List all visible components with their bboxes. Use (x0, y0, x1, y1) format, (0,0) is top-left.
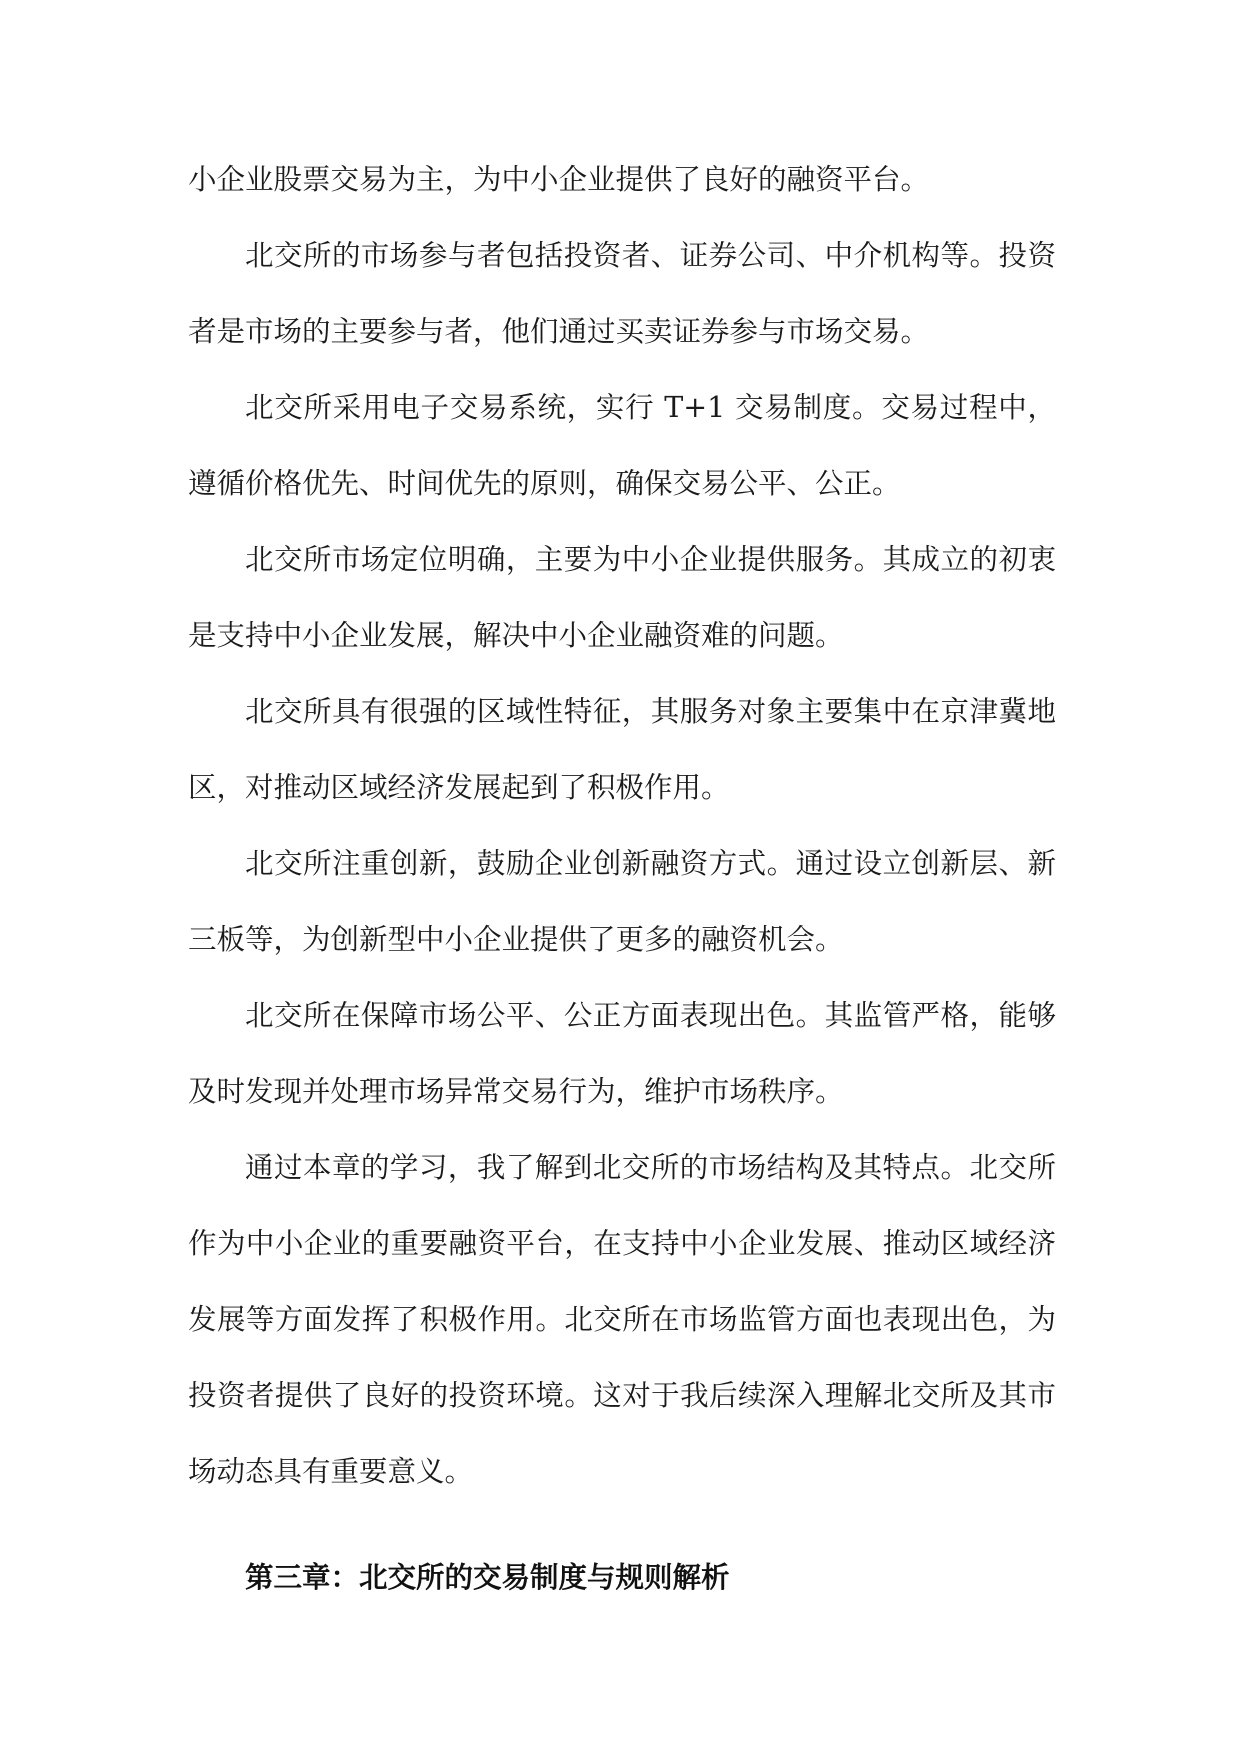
paragraph-2: 北交所的市场参与者包括投资者、证券公司、中介机构等。投资者是市场的主要参与者，他们通过买卖证券参与市场交易。 (188, 239, 1056, 348)
paragraph-3: 北交所采用电子交易系统，实行 T+1 交易制度。交易过程中，遵循价格优先、时间优先的原则，确保交易公平、公正。 (188, 391, 1056, 500)
paragraph-8: 通过本章的学习，我了解到北交所的市场结构及其特点。北交所作为中小企业的重要融资平台，在支持中小企业发展、推动区域经济发展等方面发挥了积极作用。北交所在市场监管方面也表现出色，为投资者提供了良好的投资环境。这对于我后续深入理解北交所及其市场动态具有重要意义。 (188, 1151, 1056, 1488)
paragraph-1: 小企业股票交易为主，为中小企业提供了良好的融资平台。 (188, 163, 930, 196)
body-text (188, 142, 1056, 1510)
paragraph-5: 北交所具有很强的区域性特征，其服务对象主要集中在京津冀地区，对推动区域经济发展起到了积极作用。 (188, 695, 1056, 804)
chapter-heading: 第三章：北交所的交易制度与规则解析 (245, 1561, 730, 1594)
paragraph-4: 北交所市场定位明确，主要为中小企业提供服务。其成立的初衷是支持中小企业发展，解决中小企业融资难的问题。 (188, 543, 1056, 652)
paragraph-7: 北交所在保障市场公平、公正方面表现出色。其监管严格，能够及时发现并处理市场异常交易行为，维护市场秩序。 (188, 999, 1056, 1108)
paragraph-6: 北交所注重创新，鼓励企业创新融资方式。通过设立创新层、新三板等，为创新型中小企业提供了更多的融资机会。 (188, 847, 1056, 956)
